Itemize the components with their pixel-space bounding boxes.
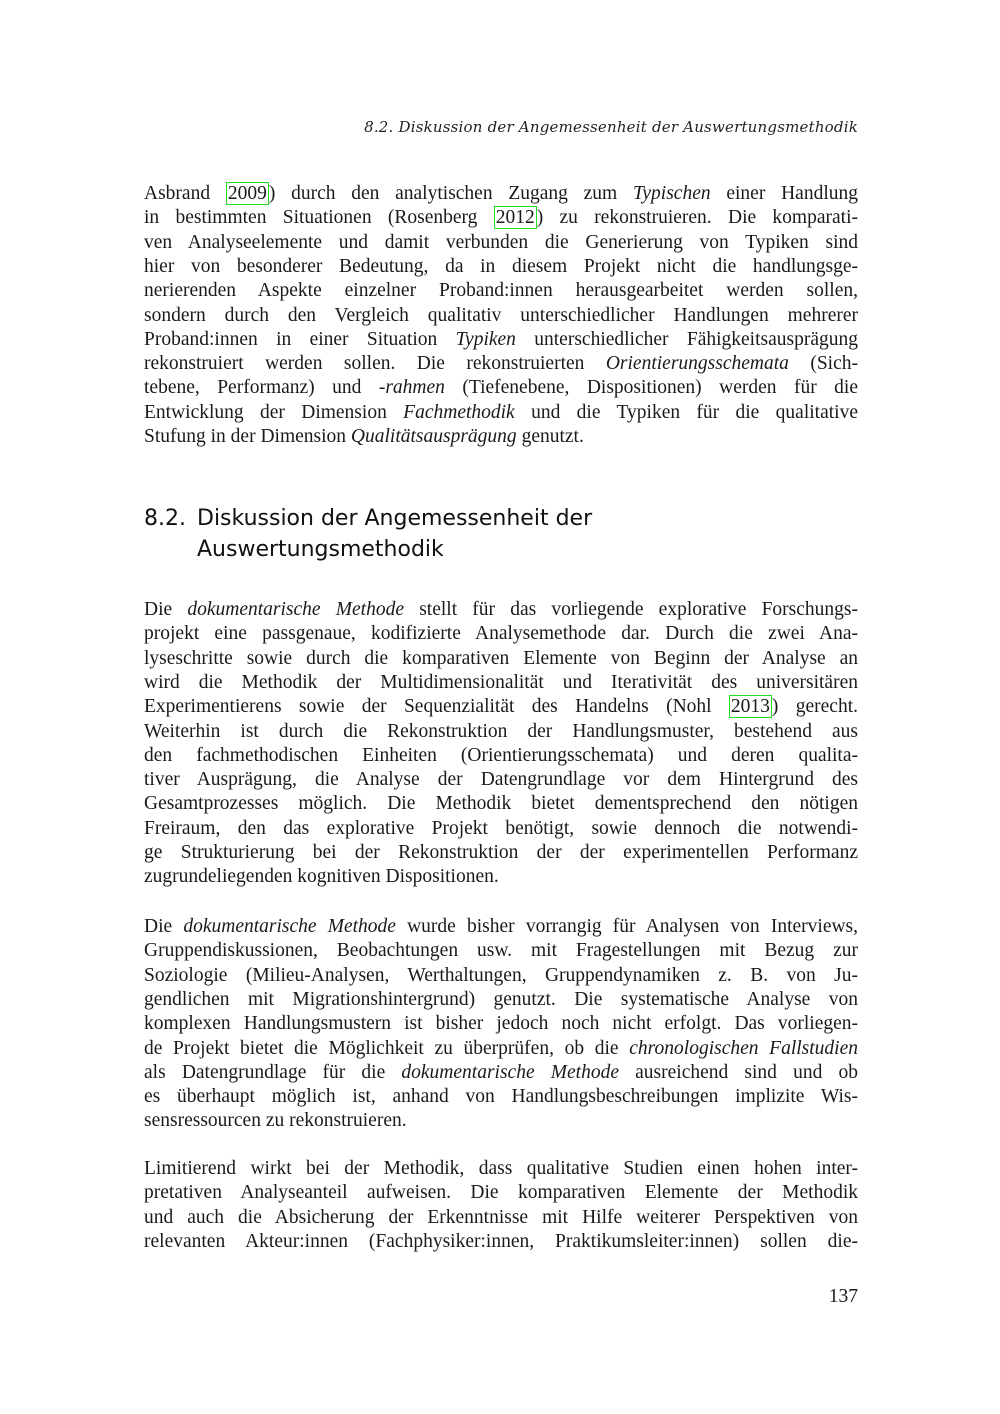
emphasized-text: Qualitätsausprägung [350, 426, 517, 447]
text-line [144, 425, 858, 449]
text-line [144, 720, 858, 744]
emphasized-text: Orientierungsschemata [605, 353, 789, 375]
text-line [144, 1230, 858, 1254]
text-run: gendlichen mit Migrationshintergrund) genutzt. Die systematische Analyse von [144, 988, 858, 1010]
text-run: ausreichend sind und ob [618, 1061, 858, 1083]
text-line [144, 939, 858, 963]
text-run: Die [144, 599, 188, 620]
text-line [144, 768, 858, 792]
text-run: es überhaupt möglich ist, anhand von Handlungsbeschreibungen implizite Wis- [144, 1086, 858, 1108]
text-line [144, 598, 858, 622]
citation-link[interactable]: 2013 [730, 696, 770, 718]
text-run: Stufung in der Dimension [144, 426, 351, 447]
running-head: 8.2. Diskussion der Angemessenheit der Auswertungsmethodik [364, 118, 858, 136]
text-line [144, 817, 858, 841]
text-line [144, 964, 858, 988]
text-run: einer Handlung [710, 183, 858, 204]
text-line [144, 1061, 858, 1085]
text-run: in bestimmten Situationen (Rosenberg [144, 207, 494, 229]
text-run: ge Strukturierung bei der Rekonstruktion der der experimentellen Performanz [144, 842, 858, 863]
emphasized-text: Fachmethodik [403, 401, 515, 423]
text-run: Asbrand [144, 183, 226, 204]
text-run: zugrundeliegenden kognitiven Dispositionen. [144, 866, 499, 888]
text-run: und auch die Absicherung der Erkenntnisse mit Hilfe weiterer Perspektiven von [144, 1206, 858, 1228]
text-run: Experimentierens sowie der Sequenzialität des Handelns (Nohl [144, 696, 729, 718]
text-run: Entwicklung der Dimension [144, 401, 404, 423]
text-line [144, 1157, 858, 1181]
text-run: Soziologie (Milieu-Analysen, Werthaltungen, Gruppendynamiken z. B. von Ju- [144, 964, 858, 986]
text-line [144, 695, 858, 719]
text-line [144, 231, 858, 255]
text-run: rekonstruiert werden sollen. Die rekonstruierten [144, 353, 606, 375]
text-line [144, 1181, 858, 1205]
text-run: und die Typiken für die qualitative [514, 401, 858, 423]
text-line [144, 401, 858, 425]
emphasized-text: -rahmen [378, 377, 445, 399]
text-run: genutzt. [516, 426, 584, 447]
text-run: tebene, Performanz) und [144, 377, 379, 399]
text-line [144, 744, 858, 768]
text-run: (Sich- [788, 353, 858, 375]
text-line [144, 206, 858, 230]
text-run: Proband:innen in einer Situation [144, 328, 456, 350]
text-run: hier von besonderer Bedeutung, da in diesem Projekt nicht die handlungsge- [144, 255, 858, 277]
text-line [144, 792, 858, 816]
text-run: Limitierend wirkt bei der Methodik, dass qualitative Studien einen hohen inter- [144, 1158, 858, 1179]
text-line [144, 1037, 858, 1061]
text-run: den fachmethodischen Einheiten (Orientierungsschemata) und deren qualita- [144, 744, 858, 766]
text-line [144, 988, 858, 1012]
text-run: wird die Methodik der Multidimensionalität und Iterativität des universitären [144, 671, 858, 693]
text-run: tiver Ausprägung, die Analyse der Datengrundlage vor dem Hintergrund des [144, 769, 858, 791]
text-line [144, 1012, 858, 1036]
section-number: 8.2. [144, 506, 186, 531]
text-line [144, 647, 858, 671]
text-run: Gruppendiskussionen, Beobachtungen usw. mit Fragestellungen mit Bezug zur [144, 940, 858, 962]
text-run: stellt für das vorliegende explorative Forschungs- [404, 599, 858, 620]
text-run: ) gerecht. [771, 696, 859, 718]
text-line [144, 376, 858, 400]
text-line [144, 352, 858, 376]
section-heading [144, 503, 858, 565]
text-line [144, 622, 858, 646]
section-title-line-2: Auswertungsmethodik [197, 537, 444, 562]
emphasized-text: Typischen [632, 183, 711, 204]
text-run: ) zu rekonstruieren. Die komparati- [536, 207, 858, 229]
text-run: projekt eine passgenaue, kodifizierte Analysemethode dar. Durch die zwei Ana- [144, 623, 858, 645]
text-line [144, 1109, 858, 1133]
text-run: Die [144, 916, 184, 937]
text-run: de Projekt bietet die Möglichkeit zu überprüfen, ob die [144, 1037, 630, 1059]
text-run: als Datengrundlage für die [144, 1061, 402, 1083]
text-line [144, 671, 858, 695]
emphasized-text: Typiken [455, 328, 516, 350]
text-run: sensressourcen zu rekonstruieren. [144, 1110, 407, 1132]
text-run: wurde bisher vorrangig für Analysen von Interviews, [395, 916, 859, 937]
text-run: pretativen Analyseanteil aufweisen. Die komparativen Elemente der Methodik [144, 1182, 858, 1204]
text-run: relevanten Akteur:innen (Fachphysiker:innen, Praktikumsleiter:innen) sollen die- [144, 1230, 858, 1252]
text-run: Weiterhin ist durch die Rekonstruktion der Handlungsmuster, bestehend aus [144, 720, 858, 742]
text-run: komplexen Handlungsmustern ist bisher jedoch noch nicht erfolgt. Das vorliegen- [144, 1013, 858, 1035]
text-run: lyseschritte sowie durch die komparativen Elemente von Beginn der Analyse an [144, 647, 858, 669]
text-line [144, 915, 858, 939]
text-run: ) durch den analytischen Zugang zum [268, 183, 633, 204]
emphasized-text: chronologischen Fallstudien [629, 1037, 858, 1059]
text-line [144, 841, 858, 865]
text-line [144, 1206, 858, 1230]
text-run: sondern durch den Vergleich qualitativ unterschiedlicher Handlungen mehrerer [144, 304, 858, 326]
emphasized-text: dokumentarische Methode [401, 1061, 619, 1083]
text-run: ven Analyseelemente und damit verbunden die Generierung von Typiken sind [144, 231, 858, 253]
emphasized-text: dokumentarische Methode [183, 916, 396, 937]
text-run: Freiraum, den das explorative Projekt benötigt, sowie dennoch die notwendi- [144, 817, 858, 839]
citation-link[interactable]: 2009 [227, 183, 267, 204]
page-number: 137 [828, 1286, 858, 1307]
text-line [144, 304, 858, 328]
text-line [144, 255, 858, 279]
text-line [144, 1085, 858, 1109]
text-line [144, 279, 858, 303]
emphasized-text: dokumentarische Methode [187, 599, 404, 620]
text-line [144, 865, 858, 889]
text-run: Gesamtprozesses möglich. Die Methodik bietet dementsprechend den nötigen [144, 793, 858, 815]
text-run: unterschiedlicher Fähigkeitsausprägung [515, 328, 858, 350]
citation-link[interactable]: 2012 [495, 207, 535, 229]
text-line [144, 182, 858, 206]
text-line [144, 328, 858, 352]
text-run: (Tiefenebene, Dispositionen) werden für die [444, 377, 858, 399]
section-title-line-1: Diskussion der Angemessenheit der [197, 506, 593, 531]
text-run: nerierenden Aspekte einzelner Proband:innen herausgearbeitet werden sollen, [144, 280, 858, 302]
